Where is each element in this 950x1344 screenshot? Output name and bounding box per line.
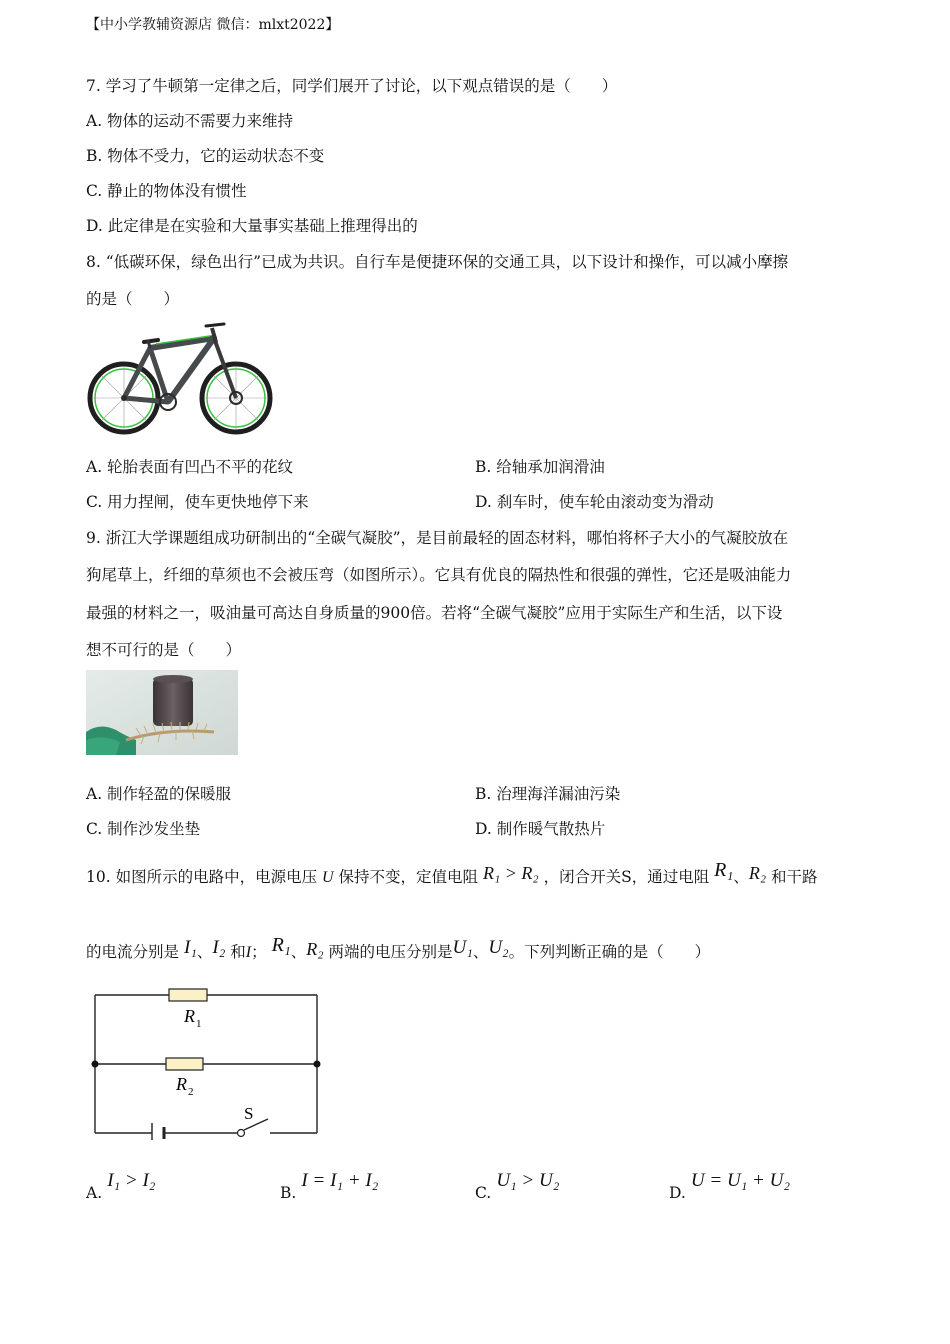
label-r1: R [184,1006,195,1026]
question-7-option-c: C. 静止的物体没有惯性 [86,182,247,200]
q10-condition-r1-gt-r2: R₁ > R₂ [482,863,539,883]
question-7-option-a: A. 物体的运动不需要力来维持 [86,112,294,130]
question-8-option-a: A. 轮胎表面有凹凸不平的花纹 [86,458,294,476]
question-9-option-d: D. 制作暖气散热片 [475,820,606,838]
option-b-label: B. [280,1184,297,1202]
question-10-option-b [280,1170,379,1202]
option-c-label: C. [475,1184,492,1202]
label-r2-subscript: 2 [188,1086,194,1098]
question-8-option-d: D. 刹车时，使车轮由滚动变为滑动 [475,493,714,511]
question-9-stem-line2: 狗尾草上，纤细的草须也不会被压弯（如图所示）。它具有优良的隔热性和很强的弹性，它还是吸油能力 [86,566,792,584]
question-7-option-b: B. 物体不受力，它的运动状态不变 [86,147,325,165]
question-9-option-a: A. 制作轻盈的保暖服 [86,785,232,803]
question-7-stem: 7. 学习了牛顿第一定律之后，同学们展开了讨论，以下观点错误的是（ ） [86,77,618,95]
bicycle-image [86,320,274,440]
q10-symbol-r2-line2: R₂ [306,939,324,959]
option-a-expression: I₁ > I₂ [107,1170,156,1191]
resistor-r1 [169,989,207,1001]
question-8-stem-line2: 的是（ ） [86,290,180,308]
question-8-option-b: B. 给轴承加润滑油 [475,458,605,476]
q10-text-7: 。下列判断正确的是（ ） [508,943,711,961]
page-header: 【中小学教辅资源店 微信：mlxt2022】 [86,17,340,33]
question-10-option-d [669,1170,790,1202]
q10-separator-4: 、 [472,943,489,961]
option-a-label: A. [86,1184,103,1202]
q10-text-2: 保持不变，定值电阻 [338,868,479,886]
option-c-expression: U₁ > U₂ [496,1170,560,1191]
q10-text-3: ，闭合开关S，通过电阻 [543,868,710,886]
q10-symbol-u: U [322,869,334,886]
switch-contact [238,1130,245,1137]
q10-text-semicolon: ； [251,943,267,961]
q10-symbol-u1: U₁ [452,937,473,958]
q10-text-4: 和干路 [771,868,818,886]
question-9-stem-line4: 想不可行的是（ ） [86,641,242,659]
label-r1-subscript: 1 [196,1018,202,1030]
resistor-r2 [166,1058,203,1070]
junction-right [314,1061,321,1068]
option-b-expression: I = I₁ + I₂ [301,1170,379,1191]
q10-text-and: 和 [230,943,246,961]
option-d-label: D. [669,1184,686,1202]
question-7-option-d: D. 此定律是在实验和大量事实基础上推理得出的 [86,217,418,235]
q10-symbol-i: I [245,944,252,961]
question-9-option-c: C. 制作沙发坐垫 [86,820,201,838]
question-9-option-b: B. 治理海洋漏油污染 [475,785,621,803]
option-d-expression: U = U₁ + U₂ [690,1170,790,1191]
circuit-diagram [86,980,326,1140]
q10-symbol-r1: R₁ [714,859,734,881]
question-8-stem-line1: 8. “低碳环保，绿色出行”已成为共识。自行车是便捷环保的交通工具，以下设计和操作，可以减小摩擦 [86,253,789,271]
q10-text-5: 的电流分别是 [86,943,180,961]
label-switch-s: S [244,1104,254,1123]
question-9-stem-line1: 9. 浙江大学课题组成功研制出的“全碳气凝胶”，是目前最轻的固态材料，哪怕将杯子大小的气凝胶放在 [86,529,789,547]
q10-symbol-r1-line2: R₁ [271,934,291,956]
q10-symbol-i2: I₂ [212,937,226,958]
question-10-stem-line1 [86,859,818,888]
q10-separator: 、 [733,868,749,886]
q10-symbol-i1: I₁ [183,937,197,958]
q10-symbol-u2: U₂ [488,937,509,958]
question-10-option-c [475,1170,560,1202]
q10-text-6: 两端的电压分别是 [328,943,453,961]
question-10-option-a [86,1170,156,1202]
q10-symbol-r2: R₂ [748,863,767,883]
label-r2: R [176,1074,187,1094]
q10-separator-3: 、 [290,943,307,961]
question-10-stem-line2 [86,934,711,963]
aerogel-on-grass-image [86,670,238,755]
junction-left [92,1061,99,1068]
question-9-stem-line3: 最强的材料之一，吸油量可高达自身质量的900倍。若将“全碳气凝胶”应用于实际生产和生活，以下设 [86,604,783,622]
q10-separator-2: 、 [196,943,213,961]
question-8-option-c: C. 用力捏闸，使车更快地停下来 [86,493,309,511]
q10-text-1: 10. 如图所示的电路中，电源电压 [86,868,318,886]
